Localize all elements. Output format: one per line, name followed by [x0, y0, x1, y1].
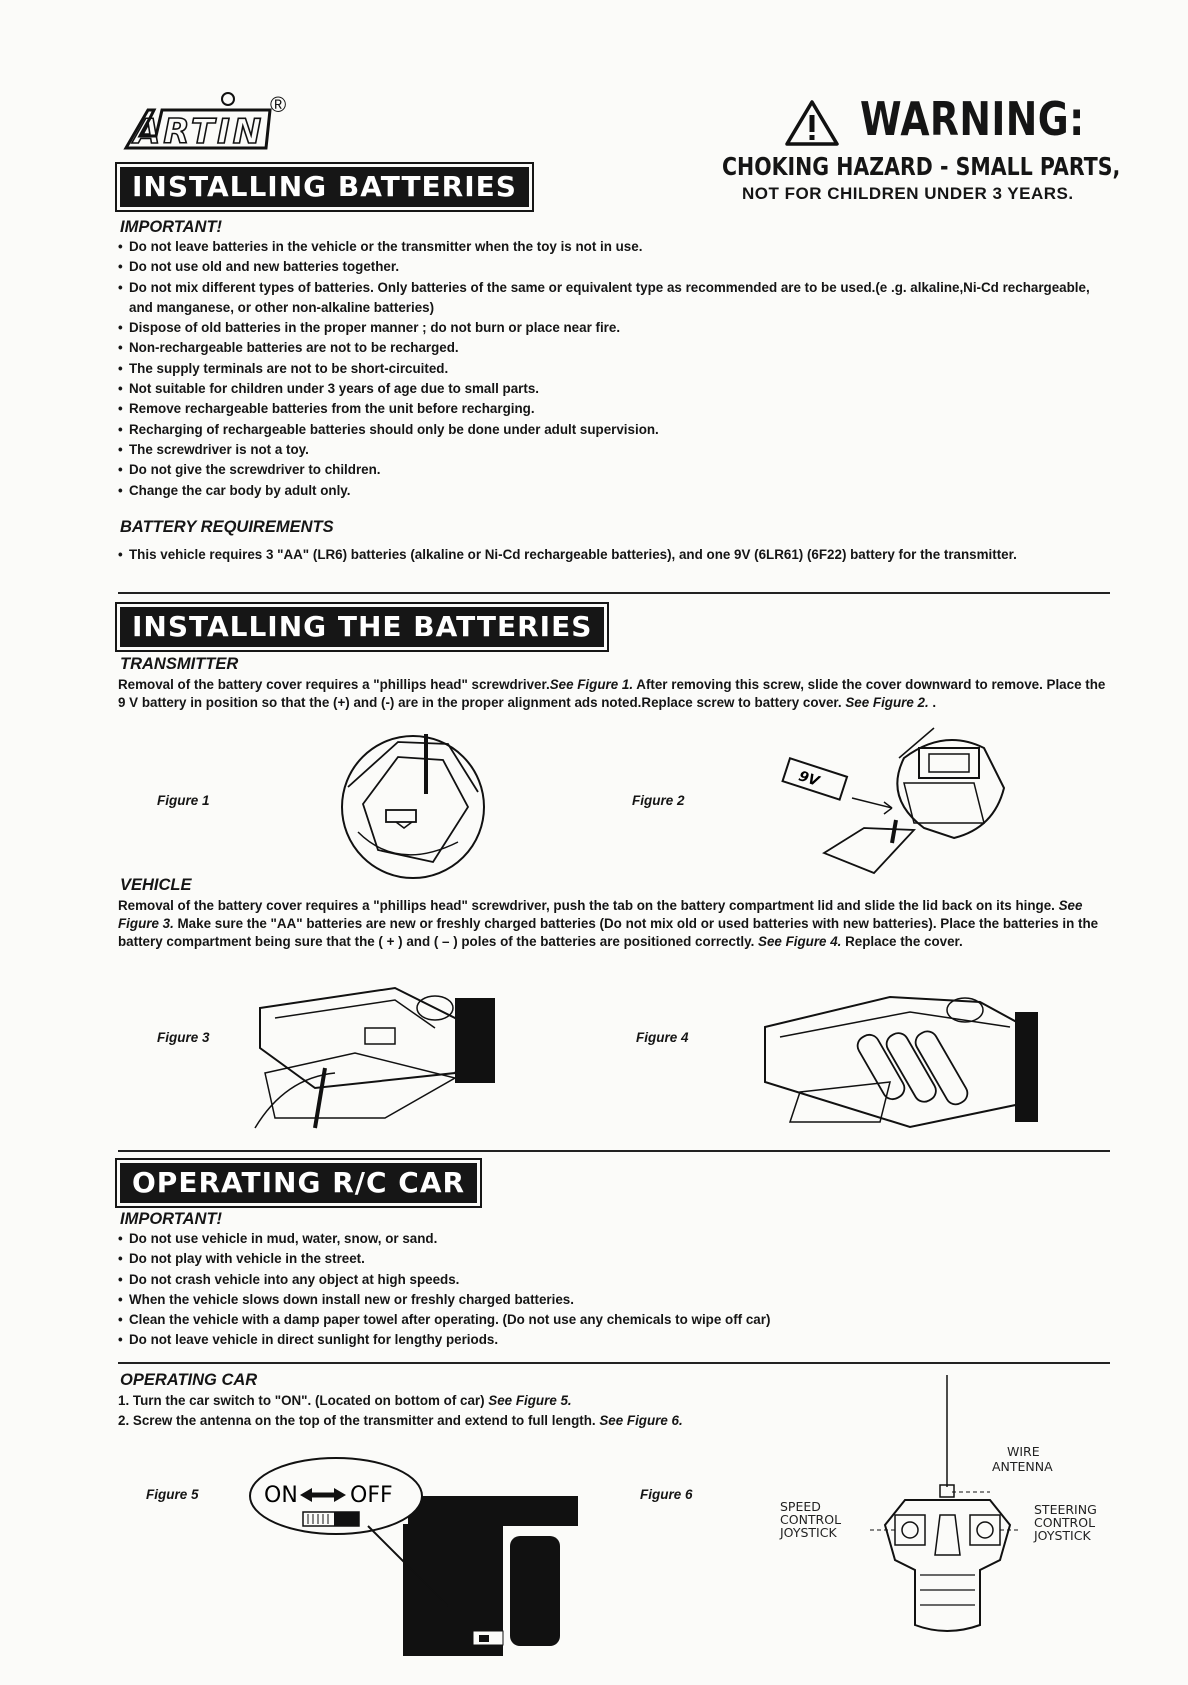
list-item: • Not suitable for children under 3 years of age due to small parts. [118, 379, 1103, 399]
antenna-label: ANTENNA [992, 1459, 1053, 1474]
operating-important-list [118, 1229, 1103, 1351]
step-2 [118, 1411, 683, 1431]
transmitter-text: After removing this screw, slide the cover downward to remove. Place the 9 V battery in position so that the (+) and (-) are in the proper alignment ads noted.Replace screw to battery cover. [118, 677, 1106, 710]
figure-4-illustration [760, 982, 1038, 1132]
important-heading: IMPORTANT! [120, 218, 223, 236]
switch-off-label: OFF [350, 1483, 393, 1508]
choking-hazard-line: CHOKING HAZARD - SMALL PARTS, [722, 152, 1121, 181]
registered-mark: ® [270, 92, 287, 117]
operating-car-heading: OPERATING CAR [120, 1371, 258, 1389]
list-item: • Do not play with vehicle in the street. [118, 1249, 1103, 1269]
list-item: • Do not mix different types of batteries. Only batteries of the same or equivalent type as recommended are to be used.(e .g. alkaline,Ni-Cd rechargeable, and manganese, or other non-alkaline batteries) [118, 278, 1103, 319]
operating-steps [118, 1391, 683, 1431]
list-item: • Do not crash vehicle into any object at high speeds. [118, 1270, 1103, 1290]
speed-joystick-label: JOYSTICK [780, 1525, 837, 1540]
vehicle-text: Removal of the battery cover requires a "phillips head" screwdriver, push the tab on the battery compartment lid and slide the lid back on its hinge. [118, 898, 1059, 913]
figure-5-label: Figure 5 [146, 1487, 199, 1502]
vehicle-heading: VEHICLE [120, 876, 192, 894]
important-heading: IMPORTANT! [120, 1210, 223, 1228]
figure-6-label: Figure 6 [640, 1487, 693, 1502]
list-item: • Do not give the screwdriver to children. [118, 460, 1103, 480]
transmitter-text: . [928, 695, 937, 710]
steering-control-label: CONTROL [1034, 1515, 1096, 1530]
steering-label: STEERING [1034, 1502, 1097, 1517]
logo-text: ARTIN [134, 112, 265, 152]
figure-reference: See Figure 6. [599, 1413, 683, 1428]
figure-2-label: Figure 2 [632, 793, 685, 808]
figure-1-illustration [338, 732, 488, 882]
wire-label: WIRE [1007, 1444, 1040, 1459]
list-item: • Do not use vehicle in mud, water, snow, or sand. [118, 1229, 1103, 1249]
list-item: • Change the car body by adult only. [118, 481, 1103, 501]
list-item: • Recharging of rechargeable batteries should only be done under adult supervision. [118, 420, 1103, 440]
figure-4-label: Figure 4 [636, 1030, 689, 1045]
divider [118, 1150, 1110, 1152]
transmitter-heading: TRANSMITTER [120, 655, 239, 673]
step-text: 2. Screw the antenna on the top of the transmitter and extend to full length. [118, 1413, 600, 1428]
list-item: • When the vehicle slows down install new or freshly charged batteries. [118, 1290, 1103, 1310]
list-item: • Non-rechargeable batteries are not to be recharged. [118, 338, 1103, 358]
age-warning-line: NOT FOR CHILDREN UNDER 3 YEARS. [742, 184, 1074, 203]
battery-requirements-heading: BATTERY REQUIREMENTS [120, 518, 334, 536]
figure-reference: See Figure 4. [758, 934, 842, 949]
vehicle-text: Make sure the "AA" batteries are new or freshly charged batteries (Do not mix old or used batteries with new batteries). Place the batteries in the battery compartment being sure that the ( + ) and ( – ) poles of the batteries are positioned correctly. [118, 916, 1099, 949]
divider [118, 1362, 1110, 1364]
figure-2-illustration [774, 728, 1084, 888]
figure-reference: See Figure 1. [549, 677, 634, 692]
list-item: • The screwdriver is not a toy. [118, 440, 1103, 460]
list-item: • This vehicle requires 3 "AA" (LR6) batteries (alkaline or Ni-Cd rechargeable batteries), and one 9V (6LR61) (6F22) battery for the transmitter. [118, 545, 1088, 565]
figure-reference: See Figure 2. [845, 695, 929, 710]
operating-rc-car-banner: OPERATING R/C CAR [120, 1163, 477, 1203]
figure-5-illustration [248, 1456, 588, 1656]
figure-reference: See Figure 3. [118, 898, 1083, 931]
figure-1-label: Figure 1 [157, 793, 210, 808]
vehicle-instructions [118, 897, 1113, 951]
list-item: • Do not use old and new batteries together. [118, 257, 1103, 277]
figure-3-illustration [255, 978, 495, 1130]
installing-batteries-banner: INSTALLING BATTERIES [120, 167, 529, 207]
switch-on-label: ON [264, 1483, 298, 1508]
list-item: • Remove rechargeable batteries from the unit before recharging. [118, 399, 1103, 419]
speed-label: SPEED [780, 1499, 821, 1514]
figure-3-label: Figure 3 [157, 1030, 210, 1045]
list-item: • The supply terminals are not to be short-circuited. [118, 359, 1103, 379]
speed-control-label: CONTROL [780, 1512, 842, 1527]
vehicle-text: Replace the cover. [841, 934, 963, 949]
important-list [118, 237, 1103, 501]
list-item: • Do not leave vehicle in direct sunlight for lengthy periods. [118, 1330, 1103, 1350]
step-text: 1. Turn the car switch to "ON". (Located on bottom of car) [118, 1393, 489, 1408]
step-1 [118, 1391, 683, 1411]
installing-the-batteries-banner: INSTALLING THE BATTERIES [120, 607, 604, 647]
transmitter-text: Removal of the battery cover requires a "phillips head" screwdriver. [118, 677, 550, 692]
warning-triangle-icon [784, 98, 840, 148]
list-item: • Dispose of old batteries in the proper manner ; do not burn or place near fire. [118, 318, 1103, 338]
steering-joystick-label: JOYSTICK [1034, 1528, 1091, 1543]
list-item: • Clean the vehicle with a damp paper towel after operating. (Do not use any chemicals to wipe off car) [118, 1310, 1103, 1330]
battery-9v-label: 9V [796, 768, 822, 790]
warning-title: WARNING: [860, 92, 1085, 146]
list-item: • Do not leave batteries in the vehicle or the transmitter when the toy is not in use. [118, 237, 1103, 257]
transmitter-instructions [118, 676, 1108, 712]
figure-reference: See Figure 5. [488, 1393, 572, 1408]
divider [118, 592, 1110, 594]
battery-requirements-list [118, 545, 1088, 565]
